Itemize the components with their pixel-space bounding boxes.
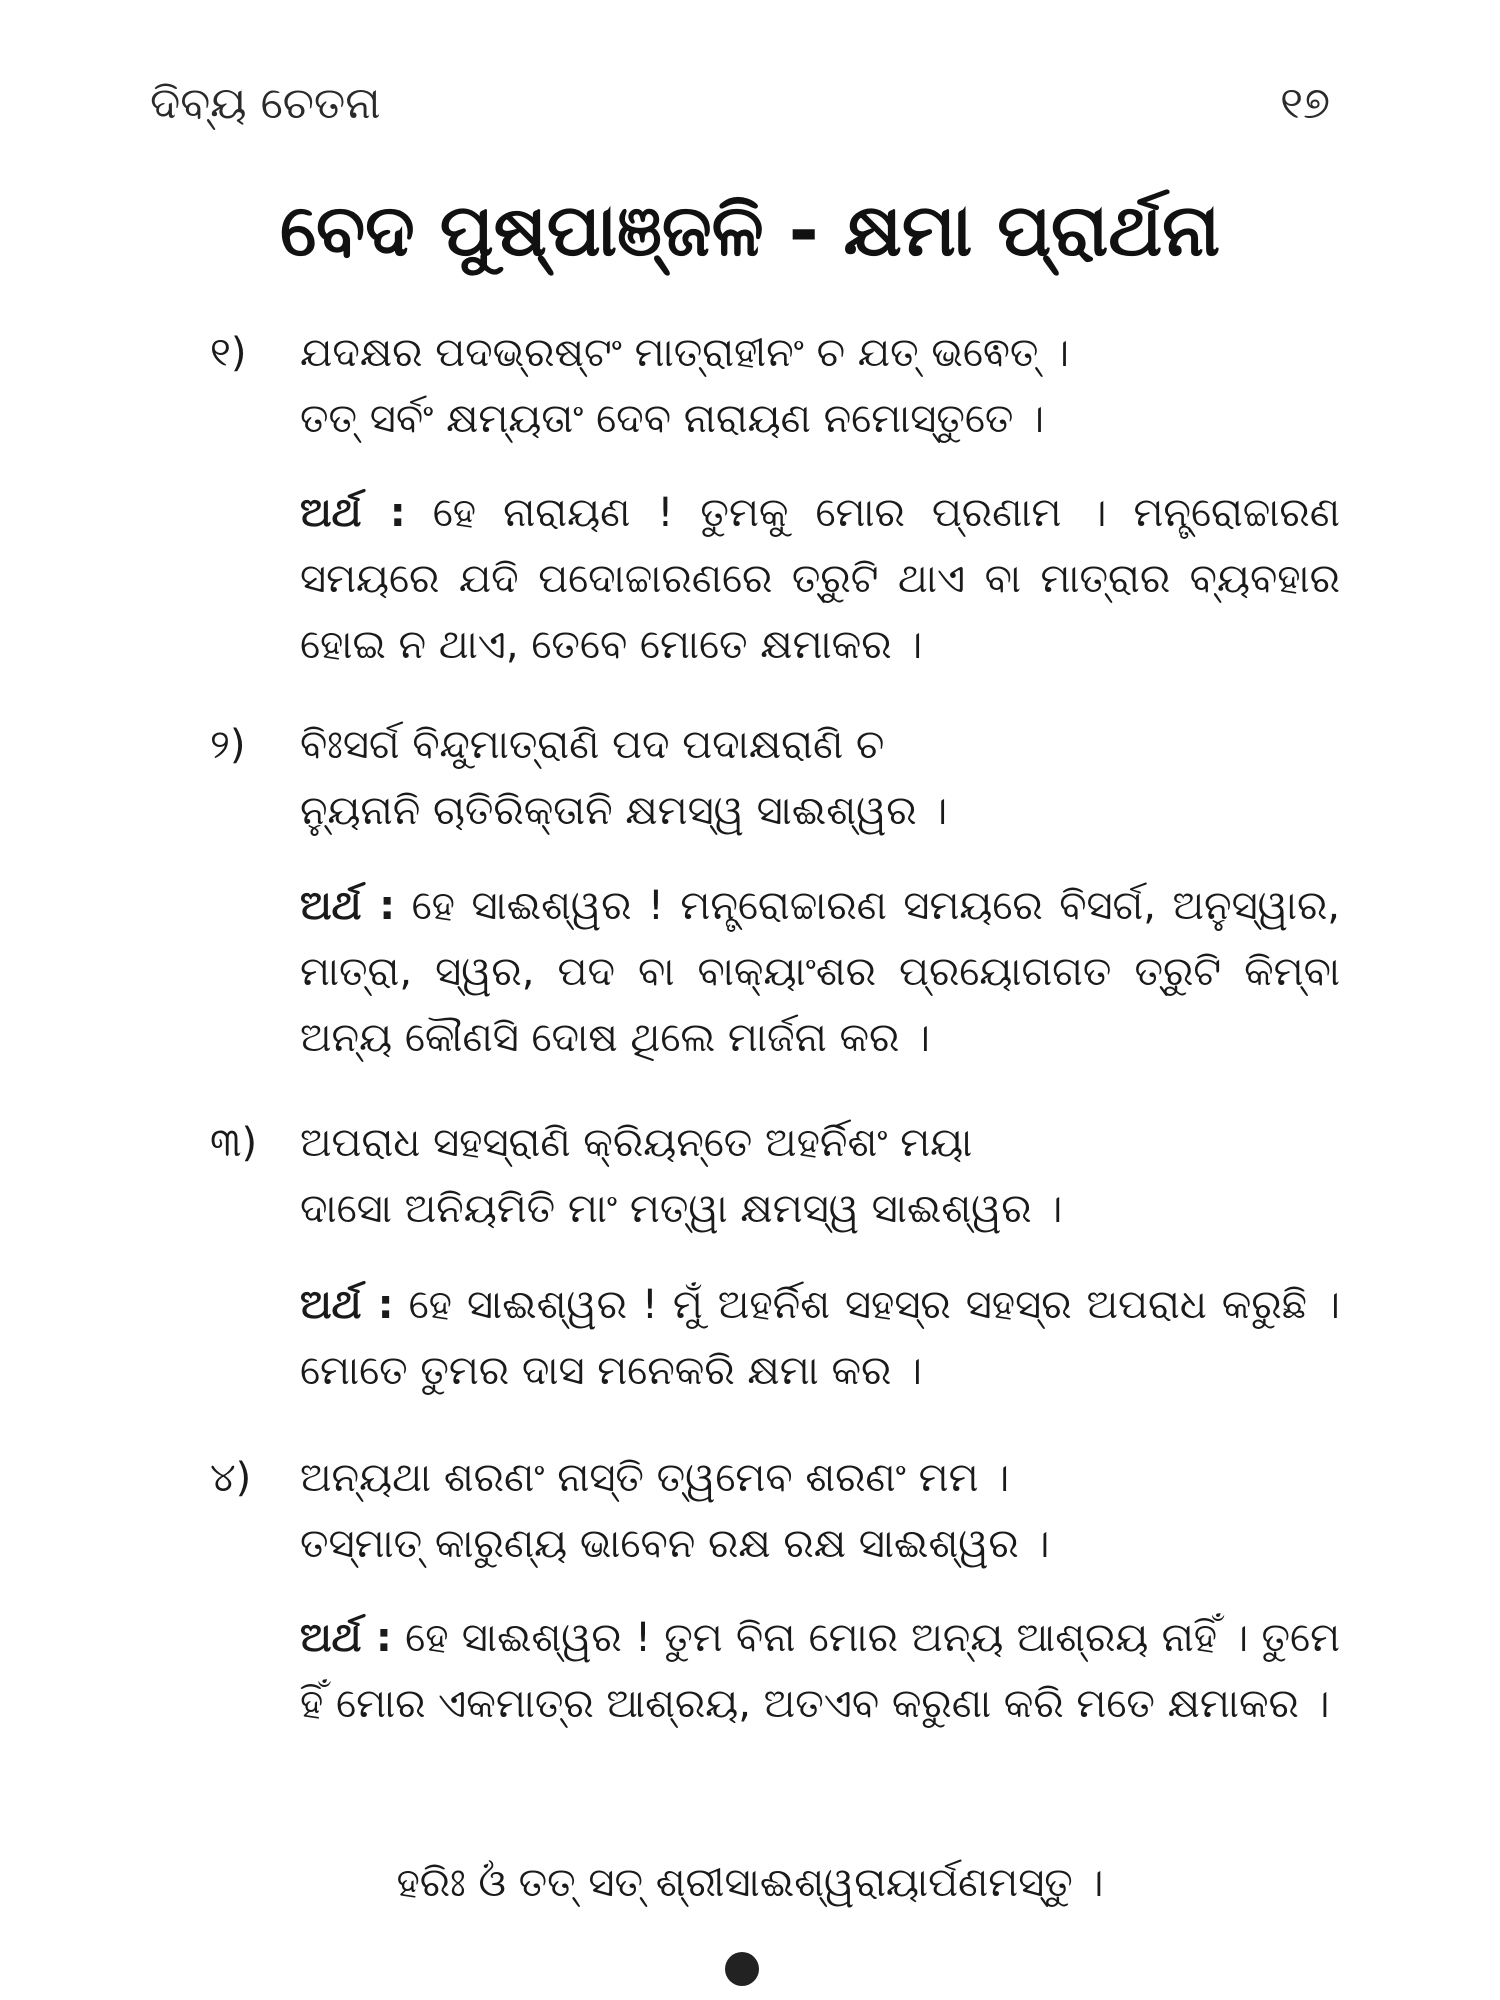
- verse-text: ଦାସୋ ଅନିୟମିତି ମାଂ ମତ୍ୱା କ୍ଷମସ୍ୱ ସାଈଶ୍ୱର ।: [300, 1186, 1063, 1232]
- meaning-text: ହେ ସାଈଶ୍ୱର ! ମନ୍ତ୍ରୋଚ୍ଚାରଣ ସମୟରେ ବିସର୍ଗ, ଅନୁସ୍ୱାର, ମାତ୍ରା, ସ୍ୱର, ପଦ ବା ବାକ୍ୟାଂଶର ପ୍ରୟୋଗଗତ ତ୍ରୁଟି କିମ୍ବା ଅନ୍ୟ କୌଣସି ଦୋଷ ଥିଲେ ମାର୍ଜନା କର ।: [300, 883, 1341, 1061]
- meaning-2: [300, 873, 1340, 1071]
- verse-text: ଅପରାଧ ସହସ୍ରାଣି କ୍ରିୟନ୍ତେ ଅହର୍ନିଶଂ ମୟା: [300, 1120, 973, 1166]
- meaning-3: [300, 1272, 1340, 1404]
- verse-line: [210, 1176, 1350, 1242]
- verse-number: ୧): [210, 330, 247, 376]
- verse-number: ୨): [210, 722, 246, 768]
- closing-invocation: ହରିଃ ଓଁ ତତ୍ ସତ୍ ଶ୍ରୀସାଈଶ୍ୱରାୟାର୍ପଣମସ୍ତୁ ।: [396, 1860, 1104, 1906]
- meaning-label: ଅର୍ଥ :: [300, 1282, 394, 1328]
- book-title: ଦିବ୍ୟ ଚେତନା: [150, 78, 381, 129]
- meaning-1: [300, 480, 1340, 678]
- meaning-label: ଅର୍ଥ :: [300, 1615, 392, 1661]
- verse-line: [210, 1511, 1350, 1577]
- verse-1: [210, 320, 1350, 452]
- page-number: ୧୭: [1280, 78, 1330, 129]
- verse-4: [210, 1445, 1350, 1577]
- verse-number: ୪): [210, 1455, 252, 1501]
- verse-2: [210, 712, 1350, 844]
- meaning-text: ହେ ନାରାୟଣ ! ତୁମକୁ ମୋର ପ୍ରଣାମ । ମନ୍ତ୍ରୋଚ୍ଚାରଣ ସମୟରେ ଯଦି ପଦୋଚ୍ଚାରଣରେ ତ୍ରୁଟି ଥାଏ ବା ମାତ୍ରାର ବ୍ୟବହାର ହୋଇ ନ ଥାଏ, ତେବେ ମୋତେ କ୍ଷମାକର ।: [300, 490, 1340, 668]
- verse-text: ନ୍ୟୁନାନି ଚାତିରିକ୍ତାନି କ୍ଷମସ୍ୱ ସାଈଶ୍ୱର ।: [300, 788, 948, 834]
- verse-line: [210, 320, 1350, 386]
- verse-line: [210, 386, 1350, 452]
- bullet-dot: [725, 1952, 759, 1986]
- verse-text: ଯଦକ୍ଷର ପଦଭ୍ରଷ୍ଟଂ ମାତ୍ରାହୀନଂ ଚ ଯତ୍ ଭଵେତ୍ ।: [300, 330, 1070, 376]
- meaning-4: [300, 1605, 1340, 1737]
- verse-text: ବିଃସର୍ଗ ବିନ୍ଦୁମାତ୍ରାଣି ପଦ ପଦାକ୍ଷରାଣି ଚ: [300, 722, 885, 768]
- verse-line: [210, 1445, 1350, 1511]
- verse-line: [210, 1110, 1350, 1176]
- meaning-text: ହେ ସାଈଶ୍ୱର ! ମୁଁ ଅହର୍ନିଶ ସହସ୍ର ସହସ୍ର ଅପରାଧ କରୁଛି । ମୋତେ ତୁମର ଦାସ ମନେକରି କ୍ଷମା କର ।: [300, 1282, 1340, 1394]
- verse-line: [210, 712, 1350, 778]
- verse-number: ୩): [210, 1120, 258, 1166]
- verse-text: ତତ୍ ସର୍ବଂ କ୍ଷମ୍ୟତାଂ ଦେବ ନାରାୟଣ ନମୋସ୍ତୁତେ ।: [300, 396, 1045, 442]
- meaning-text: ହେ ସାଈଶ୍ୱର ! ତୁମ ବିନା ମୋର ଅନ୍ୟ ଆଶ୍ରୟ ନାହିଁ । ତୁମେ ହିଁ ମୋର ଏକମାତ୍ର ଆଶ୍ରୟ, ଅତଏବ କରୁଣା କରି ମତେ କ୍ଷମାକର ।: [300, 1615, 1341, 1727]
- meaning-label: ଅର୍ଥ :: [300, 883, 396, 929]
- verse-text: ଅନ୍ୟଥା ଶରଣଂ ନାସ୍ତି ତ୍ୱମେବ ଶରଣଂ ମମ ।: [300, 1455, 1010, 1501]
- verse-text: ତସ୍ମାତ୍ କାରୁଣ୍ୟ ଭାବେନ ରକ୍ଷ ରକ୍ଷ ସାଈଶ୍ୱର ।: [300, 1521, 1050, 1567]
- meaning-label: ଅର୍ଥ :: [300, 490, 406, 536]
- verse-line: [210, 778, 1350, 844]
- page-title: ବେଦ ପୁଷ୍ପାଞ୍ଜଳି - କ୍ଷମା ପ୍ରାର୍ଥନା: [279, 188, 1221, 272]
- verse-3: [210, 1110, 1350, 1242]
